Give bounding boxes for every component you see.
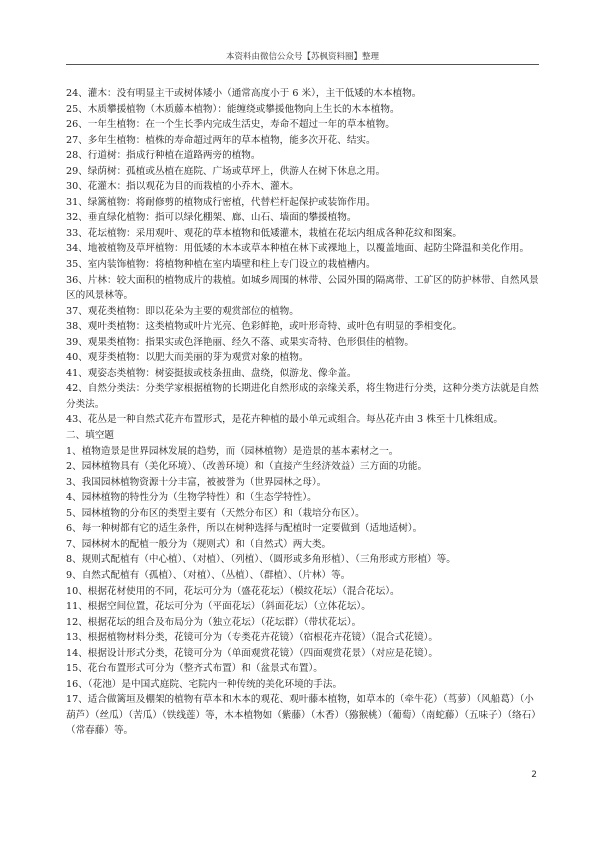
definition-27-perennial-plant: 27、多年生植物：植株的寿命超过两年的草本植物，能多次开花、结实。 <box>66 134 376 146</box>
fill-blank-7: 7、园林树木的配植一般分为（规则式）和（自然式）两大类。 <box>66 538 332 550</box>
definition-42-natural-classification: 42、自然分类法：分类学家根据植物的长期进化自然形成的亲缘关系，将生物进行分类，这种分类方法就是自然分类法。 <box>66 383 539 410</box>
fill-blank-6: 6、每一种树都有它的适生条件，所以在树种选择与配植时一定要做到（适地适树）。 <box>66 523 423 535</box>
fill-blank-8: 8、规则式配植有（中心植）、（对植）、（列植）、（圆形或多角形植）、（三角形或方形植）等。 <box>66 554 456 566</box>
fill-blank-10: 10、根据花材使用的不同，花坛可分为（盛花花坛）（模纹花坛）（混合花坛）。 <box>66 585 400 597</box>
definition-39-fruit-viewing: 39、观果类植物：指果实或色泽艳丽、经久不落、或果实奇特、色形俱佳的植物。 <box>66 336 414 348</box>
section-heading-fill-blank: 二、填空题 <box>66 430 114 442</box>
fill-blank-11: 11、根据空间位置，花坛可分为（平面花坛）（斜面花坛）（立体花坛）。 <box>66 601 371 613</box>
fill-blank-1: 1、植物造景是世界园林发展的趋势，而（园林植物）是造景的基本素材之一。 <box>66 445 399 457</box>
definition-25-woody-climber: 25、木质攀援植物（木质藤本植物）：能缠绕或攀援他物向上生长的木本植物。 <box>66 103 400 115</box>
definition-37-flower-viewing: 37、观花类植物：即以花朵为主要的观赏部位的植物。 <box>66 305 299 317</box>
page-header: 本资料由微信公众号【苏枫资料圈】整理 <box>225 52 379 62</box>
fill-blank-3: 3、我国园林植物资源十分丰富，被被誉为（世界园林之母）。 <box>66 476 327 488</box>
definition-43-flower-cluster: 43、花丛是一种自然式花卉布置形式，是花卉种植的最小单元或组合。每丛花卉由 3 株至十几株组成。 <box>66 414 503 426</box>
definition-34-groundcover: 34、地被植物及草坪植物：用低矮的木本或草本种植在林下或裸地上，以覆盖地面、起防尘降温和美化作用。 <box>66 243 530 255</box>
definition-32-vertical-greening: 32、垂直绿化植物：指可以绿化棚架、廊、山石、墙面的攀援植物。 <box>66 212 357 224</box>
definition-38-foliage-viewing: 38、观叶类植物：这类植物或叶片光亮、色彩鲜艳，或叶形奇特、或叶色有明显的季相变化。 <box>66 321 462 333</box>
fill-blank-15: 15、花台布置形式可分为（整齐式布置）和（盆景式布置）。 <box>66 663 323 675</box>
definition-24-shrub: 24、灌木：没有明显主干或树体矮小（通常高度小于 6 米），主干低矮的木本植物。 <box>66 88 422 99</box>
fill-blank-14: 14、根据设计形式分类，花镜可分为（单面观赏花镜）（四面观赏花景）（对应是花镜）。 <box>66 647 438 659</box>
definition-33-flowerbed-plant: 33、花坛植物：采用观叶、观花的草本植物和低矮灌木，栽植在花坛内组成各种花纹和图案。 <box>66 227 462 239</box>
definition-30-flowering-shrub: 30、花灌木：指以观花为目的而栽植的小乔木、灌木。 <box>66 181 299 193</box>
definition-31-hedge-plant: 31、绿篱植物：将耐修剪的植物成行密植，代替栏杆起保护或装饰作用。 <box>66 196 376 208</box>
definition-26-annual-plant: 26、一年生植物：在一个生长季内完成生活史，寿命不超过一年的草本植物。 <box>66 119 395 131</box>
document-body <box>66 86 541 739</box>
fill-blank-5: 5、园林植物的分布区的类型主要有（天然分布区）和（栽培分布区）。 <box>66 507 365 519</box>
definition-28-street-tree: 28、行道树：指成行种植在道路两旁的植物。 <box>66 150 261 162</box>
definition-40-bud-viewing: 40、观芽类植物：以肥大而美丽的芽为观赏对象的植物。 <box>66 352 309 364</box>
fill-blank-9: 9、自然式配植有（孤植）、（对植）、（丛植）、（群植）、（片林）等。 <box>66 569 351 581</box>
definition-29-shade-tree: 29、绿荫树：孤植或丛植在庭院、广场或草坪上，供游人在树下休息之用。 <box>66 165 386 177</box>
definition-41-form-viewing: 41、观姿态类植物：树姿挺拔或枝条扭曲、盘绕，似游龙、像伞盖。 <box>66 367 357 379</box>
fill-blank-2: 2、园林植物具有（美化环境）、（改善环境）和（直接产生经济效益）三方面的功能。 <box>66 461 428 473</box>
header-divider <box>66 64 539 65</box>
definition-36-forest-patch: 36、片林：较大面积的植物成片的栽植。如城乡周围的林带、公园外围的隔离带、工矿区的防护林带、自然风景区的风景林等。 <box>66 274 539 302</box>
page-number: 2 <box>531 770 537 780</box>
fill-blank-4: 4、园林植物的特性分为（生物学特性）和（生态学特性）。 <box>66 492 317 504</box>
fill-blank-12: 12、根据花坛的组合及布局分为（独立花坛）（花坛群）（带状花坛）。 <box>66 616 362 628</box>
definition-35-indoor-plant: 35、室内装饰植物：将植物种植在室内墙壁和柱上专门设立的栽植槽内。 <box>66 259 376 271</box>
fill-blank-17: 17、适合做篱垣及棚架的植物有草本和木本的观花、观叶藤本植物，如草本的（牵牛花）（茑萝）（风船葛）（小葫芦）（丝瓜）（苦瓜）（铁线莲）等，木本植物如（紫藤）（木香）（猕猴桃）（葡萄）（南蛇藤）（五味子）（络石）（常春藤）等。 <box>66 694 541 737</box>
fill-blank-13: 13、根据植物材料分类，花镜可分为（专类花卉花镜）（宿根花卉花镜）（混合式花镜）。 <box>66 632 438 644</box>
fill-blank-16: 16、（花池）是中国式庭院、宅院内一种传统的美化环境的手法。 <box>66 678 343 690</box>
